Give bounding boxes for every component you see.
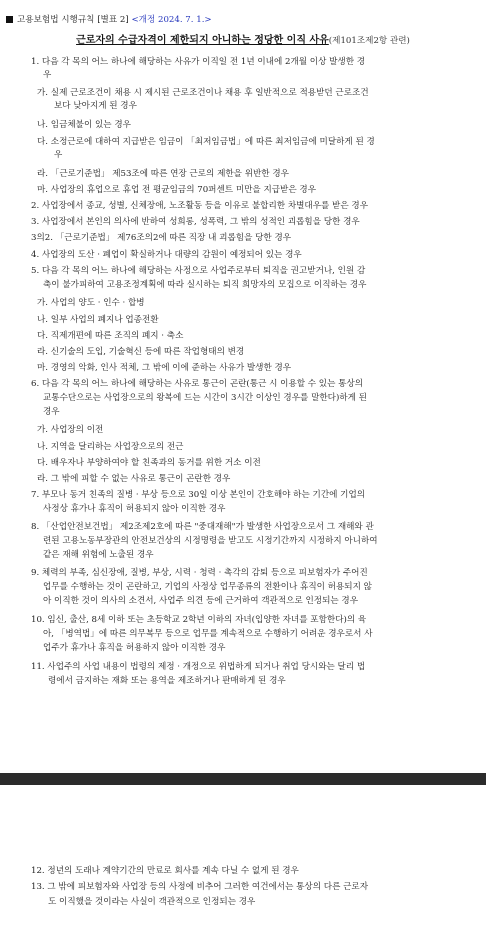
square-bullet-icon xyxy=(6,16,13,23)
text-line: 다. 소정근로에 대하여 지급받은 임금이 「최저임금법」에 따른 최저임금에 미달하게 된 경 xyxy=(37,137,375,147)
title-main: 근로자의 수급자격이 제한되지 아니하는 정당한 이직 사유 xyxy=(76,35,329,46)
text-line: 라. 그 밖에 피할 수 없는 사유로 통근이 곤란한 경우 xyxy=(37,474,231,484)
text-line: 아, 「병역법」에 따른 의무복무 등으로 업무를 계속적으로 수행하기 어려운 경우로서 사 xyxy=(43,629,373,639)
revision-date: <개정 2024. 7. 1.> xyxy=(131,15,212,25)
text-line: 경우 xyxy=(43,407,60,417)
text-line: 련된 고용노동부장관의 안전보건상의 시정명령을 받고도 시정기간까지 시정하지 아니하여 xyxy=(43,536,378,546)
text-line: 4. 사업장의 도산 · 폐업이 확실하거나 대량의 감원이 예정되어 있는 경우 xyxy=(31,250,302,260)
text-line: 12. 정년의 도래나 계약기간의 만료로 회사를 계속 다닐 수 없게 된 경우 xyxy=(31,866,299,876)
text-line: 마. 경영의 악화, 인사 적체, 그 밖에 이에 준하는 사유가 발생한 경우 xyxy=(37,363,292,373)
text-line: 업주가 휴가나 휴직을 허용하지 않아 이직한 경우 xyxy=(43,643,226,653)
text-line: 6. 다음 각 목의 어느 하나에 해당하는 사유로 통근이 곤란(통근 시 이용할 수 있는 통상의 xyxy=(31,379,364,389)
text-line: 2. 사업장에서 종교, 성별, 신체장애, 노조활동 등을 이유로 불합리한 차별대우를 받은 경우 xyxy=(31,201,368,211)
text-line: 7. 부모나 동거 친족의 질병 · 부상 등으로 30일 이상 본인이 간호해야 하는 기간에 기업의 xyxy=(31,490,366,500)
text-line: 나. 임금체불이 있는 경우 xyxy=(37,120,131,130)
text-line: 업무를 수행하는 것이 곤란하고, 기업의 사정상 업무종류의 전환이나 휴직이 허용되지 않 xyxy=(43,582,372,592)
table-number: [별표 2] xyxy=(97,15,129,25)
text-line: 가. 실제 근로조건이 채용 시 제시된 근로조건이나 채용 후 일반적으로 적용받던 근로조건 xyxy=(37,88,369,98)
text-line: 10. 임신, 출산, 8세 이하 또는 초등학교 2학년 이하의 자녀(입양한 자녀를 포함한다)의 육 xyxy=(31,615,367,625)
text-line: 마. 사업장의 휴업으로 휴업 전 평균임금의 70퍼센트 미만을 지급받은 경우 xyxy=(37,185,316,195)
text-line: 5. 다음 각 목의 어느 하나에 해당하는 사정으로 사업주로부터 퇴직을 권고받거나, 인원 감 xyxy=(31,266,366,276)
text-line: 아 이직한 것이 의사의 소견서, 사업주 의견 등에 근거하여 객관적으로 인정되는 경우 xyxy=(43,596,359,606)
text-line: 가. 사업장의 이전 xyxy=(37,425,104,435)
text-line: 3. 사업장에서 본인의 의사에 반하여 성희롱, 성폭력, 그 밖의 성적인 괴롭힘을 당한 경우 xyxy=(31,217,360,227)
text-line: 사정상 휴가나 휴직이 허용되지 않아 이직한 경우 xyxy=(43,504,226,514)
text-line: 9. 체력의 부족, 심신장애, 질병, 부상, 시력 · 청력 · 촉각의 감퇴 등으로 피보험자가 주어진 xyxy=(31,568,368,578)
page-break-band xyxy=(0,773,486,785)
text-line: 3의2. 「근로기준법」 제76조의2에 따른 직장 내 괴롭힘을 당한 경우 xyxy=(31,233,292,243)
text-line: 라. 「근로기준법」 제53조에 따른 연장 근로의 제한을 위반한 경우 xyxy=(37,169,289,179)
text-line: 다. 직제개편에 따른 조직의 폐지 · 축소 xyxy=(37,331,184,341)
text-line: 축이 불가피하여 고용조정계획에 따라 실시하는 퇴직 희망자의 모집으로 이직하는 경우 xyxy=(43,280,367,290)
text-line: 13. 그 밖에 피보험자와 사업장 등의 사정에 비추어 그러한 여건에서는 통상의 다른 근로자 xyxy=(31,882,369,892)
text-line: 보다 낮아지게 된 경우 xyxy=(54,101,137,111)
text-line: 가. 사업의 양도 · 인수 · 합병 xyxy=(37,298,145,308)
text-line: 령에서 금지하는 재화 또는 용역을 제조하거나 판매하게 된 경우 xyxy=(48,676,286,686)
text-line: 다. 배우자나 부양하여야 할 친족과의 동거를 위한 거소 이전 xyxy=(37,458,261,468)
page-title xyxy=(0,34,486,48)
text-line: 8. 「산업안전보건법」 제2조제2호에 따른 "중대재해"가 발생한 사업장으로서 그 재해와 관 xyxy=(31,522,374,532)
text-line: 도 이직했을 것이라는 사실이 객관적으로 인정되는 경우 xyxy=(48,897,256,907)
text-line: 같은 재해 위험에 노출된 경우 xyxy=(43,550,154,560)
text-line: 우 xyxy=(54,150,63,160)
text-line: 11. 사업주의 사업 내용이 법령의 제정 · 개정으로 위법하게 되거나 취업 당시와는 달리 법 xyxy=(31,662,366,672)
text-line: 나. 지역을 달리하는 사업장으로의 전근 xyxy=(37,442,184,452)
text-line: 라. 신기술의 도입, 기술혁신 등에 따른 작업형태의 변경 xyxy=(37,347,245,357)
text-line: 우 xyxy=(43,70,52,80)
title-reference: (제101조제2항 관련) xyxy=(328,36,410,46)
text-line: 교통수단으로는 사업장으로의 왕복에 드는 시간이 3시간 이상인 경우를 말한다)하게 된 xyxy=(43,393,367,403)
document-header xyxy=(6,14,482,26)
law-name: 고용보험법 시행규칙 xyxy=(17,15,95,25)
text-line: 1. 다음 각 목의 어느 하나에 해당하는 사유가 이직일 전 1년 이내에 2개월 이상 발생한 경 xyxy=(31,57,366,67)
text-line: 나. 일부 사업의 폐지나 업종전환 xyxy=(37,315,159,325)
